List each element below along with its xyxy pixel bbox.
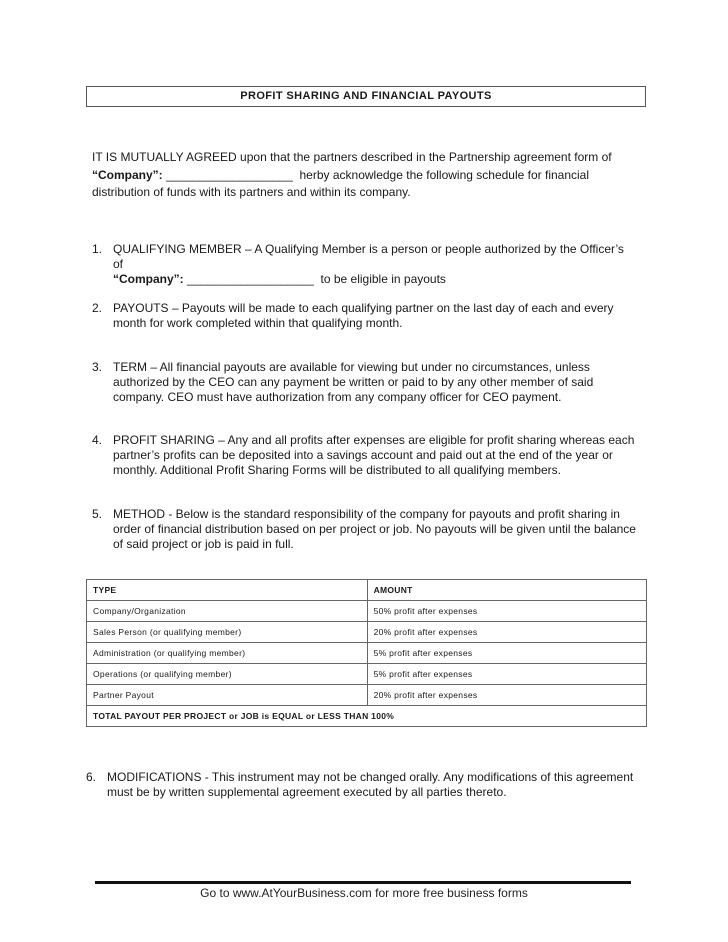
section-number: 6. <box>86 770 97 784</box>
table-header-amount: AMOUNT <box>367 580 646 601</box>
table-cell-type: Operations (or qualifying member) <box>87 664 368 685</box>
table-cell-type: Partner Payout <box>87 685 368 706</box>
footer-divider <box>95 881 631 884</box>
table-cell-type: Administration (or qualifying member) <box>87 643 368 664</box>
table-cell-amount: 50% profit after expenses <box>367 601 646 622</box>
intro-company-blank: ___________________ <box>166 167 293 182</box>
table-row <box>87 643 647 664</box>
table-row <box>87 664 647 685</box>
table-cell-amount: 5% profit after expenses <box>367 664 646 685</box>
table-cell-amount: 5% profit after expenses <box>367 643 646 664</box>
section-payouts <box>92 301 637 331</box>
footer-link-text[interactable]: Go to www.AtYourBusiness.com for more free business forms <box>200 886 528 900</box>
document-title: PROFIT SHARING AND FINANCIAL PAYOUTS <box>86 86 646 107</box>
section-text: TERM – All financial payouts are available for viewing but under no circumstances, unless authorized by the CEO can any payment be written or paid to by any other member of said company. CEO must have authorization from any company officer for CEO payment. <box>113 360 594 404</box>
section-company-blank: ___________________ <box>187 272 314 286</box>
table-header-row <box>87 580 647 601</box>
section-number: 1. <box>92 242 103 256</box>
section-number: 3. <box>92 360 103 374</box>
table-cell-type: Company/Organization <box>87 601 368 622</box>
table-total-row <box>87 706 647 727</box>
section-number: 5. <box>92 507 103 521</box>
intro-text-part1: IT IS MUTUALLY AGREED upon that the partners described in the Partnership agreement form of <box>92 150 612 164</box>
table-total-cell: TOTAL PAYOUT PER PROJECT or JOB is EQUAL or LESS THAN 100% <box>87 706 647 727</box>
section-term <box>92 360 637 405</box>
intro-text-part2: herby acknowledge the following schedule for financial distribution of funds with its partners and within its company. <box>92 167 590 199</box>
table-row <box>87 601 647 622</box>
payout-table <box>86 579 647 727</box>
table-header-type: TYPE <box>87 580 368 601</box>
intro-company-label: “Company”: <box>92 167 163 182</box>
table-cell-amount: 20% profit after expenses <box>367 622 646 643</box>
table-row <box>87 685 647 706</box>
table-row <box>87 622 647 643</box>
section-text: MODIFICATIONS - This instrument may not be changed orally. Any modifications of this agreement must be by written supplemental agreement executed by all parties thereto. <box>107 770 634 799</box>
section-text: PAYOUTS – Payouts will be made to each qualifying partner on the last day of each and every month for work completed within that qualifying month. <box>113 301 614 330</box>
section-number: 4. <box>92 433 103 447</box>
section-method <box>92 507 637 552</box>
section-modifications <box>86 770 646 800</box>
table-cell-amount: 20% profit after expenses <box>367 685 646 706</box>
section-company-label: “Company”: <box>113 272 184 286</box>
section-text: QUALIFYING MEMBER – A Qualifying Member is a person or people authorized by the Officer’s of <box>113 242 624 271</box>
section-text-after: to be eligible in payouts <box>320 272 446 286</box>
section-text: PROFIT SHARING – Any and all profits after expenses are eligible for profit sharing whereas each partner’s profits can be deposited into a savings account and paid out at the end of the year or monthly. Additional Profit Sharing Forms will be distributed to all qualifying members. <box>113 433 635 477</box>
intro-paragraph <box>92 149 632 202</box>
section-qualifying-member <box>92 242 637 287</box>
section-text: METHOD - Below is the standard responsibility of the company for payouts and profit sharing in order of financial distribution based on per project or job. No payouts will be given until the balance of said project or job is paid in full. <box>113 507 636 551</box>
table-cell-type: Sales Person (or qualifying member) <box>87 622 368 643</box>
section-number: 2. <box>92 301 103 315</box>
section-profit-sharing <box>92 433 637 478</box>
